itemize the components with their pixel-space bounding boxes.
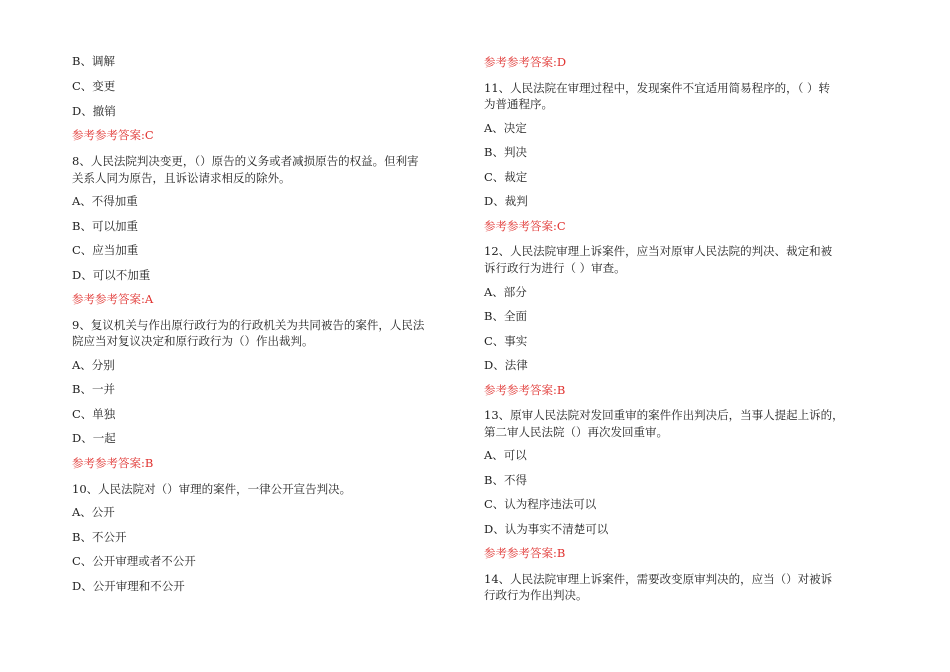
question-10-line-1: 10、人民法院对（）审理的案件，一律公开宣告判决。 xyxy=(72,482,352,496)
option-b: B、全面 xyxy=(484,309,527,323)
question-8-line-2: 关系人同为原告，且诉讼请求相反的除外。 xyxy=(72,171,291,185)
reference-answer: 参考参考答案:B xyxy=(484,383,566,397)
reference-answer: 参考参考答案:B xyxy=(484,546,566,560)
option-c: C、公开审理或者不公开 xyxy=(72,554,196,568)
reference-answer: 参考参考答案:C xyxy=(72,128,154,142)
question-13-line-2: 第二审人民法院（）再次发回重审。 xyxy=(484,425,668,439)
option-b: B、不公开 xyxy=(72,530,127,544)
option-d: D、法律 xyxy=(484,358,528,372)
option-d: D、可以不加重 xyxy=(72,268,151,282)
option-d: D、认为事实不清楚可以 xyxy=(484,522,609,536)
question-8-line-1: 8、人民法院判决变更，（）原告的义务或者减损原告的权益。但利害 xyxy=(72,154,419,168)
reference-answer: 参考参考答案:B xyxy=(72,456,154,470)
question-9-line-2: 院应当对复议决定和原行政行为（）作出裁判。 xyxy=(72,334,314,348)
reference-answer: 参考参考答案:A xyxy=(72,292,154,306)
option-b: B、一并 xyxy=(72,382,115,396)
question-11-line-1: 11、人民法院在审理过程中，发现案件不宜适用简易程序的，（ ）转 xyxy=(484,81,831,95)
question-12-line-1: 12、人民法院审理上诉案件，应当对原审人民法院的判决、裁定和被 xyxy=(484,244,833,258)
option-c: C、变更 xyxy=(72,79,116,93)
question-11-line-2: 为普通程序。 xyxy=(484,97,553,111)
question-14-line-2: 行政行为作出判决。 xyxy=(484,588,588,602)
option-b: B、判决 xyxy=(484,145,527,159)
option-d: D、撤销 xyxy=(72,104,116,118)
option-c: C、单独 xyxy=(72,407,116,421)
option-a: A、部分 xyxy=(484,285,527,299)
option-a: A、分别 xyxy=(72,358,115,372)
question-12-line-2: 诉行政行为进行（ ）审查。 xyxy=(484,261,626,275)
option-d: D、一起 xyxy=(72,431,116,445)
option-b: B、可以加重 xyxy=(72,219,138,233)
option-a: A、决定 xyxy=(484,121,527,135)
option-a: A、不得加重 xyxy=(72,194,138,208)
option-a: A、可以 xyxy=(484,448,527,462)
question-9-line-1: 9、复议机关与作出原行政行为的行政机关为共同被告的案件，人民法 xyxy=(72,318,425,332)
option-c: C、裁定 xyxy=(484,170,528,184)
option-b: B、不得 xyxy=(484,473,527,487)
option-c: C、应当加重 xyxy=(72,243,139,257)
option-c: C、认为程序违法可以 xyxy=(484,497,597,511)
reference-answer: 参考参考答案:D xyxy=(484,55,567,69)
option-c: C、事实 xyxy=(484,334,528,348)
option-d: D、裁判 xyxy=(484,194,528,208)
option-b: B、调解 xyxy=(72,54,115,68)
question-13-line-1: 13、原审人民法院对发回重审的案件作出判决后，当事人提起上诉的， xyxy=(484,408,844,422)
option-a: A、公开 xyxy=(72,505,115,519)
question-14-line-1: 14、人民法院审理上诉案件，需要改变原审判决的，应当（）对被诉 xyxy=(484,572,833,586)
option-d: D、公开审理和不公开 xyxy=(72,579,185,593)
reference-answer: 参考参考答案:C xyxy=(484,219,566,233)
